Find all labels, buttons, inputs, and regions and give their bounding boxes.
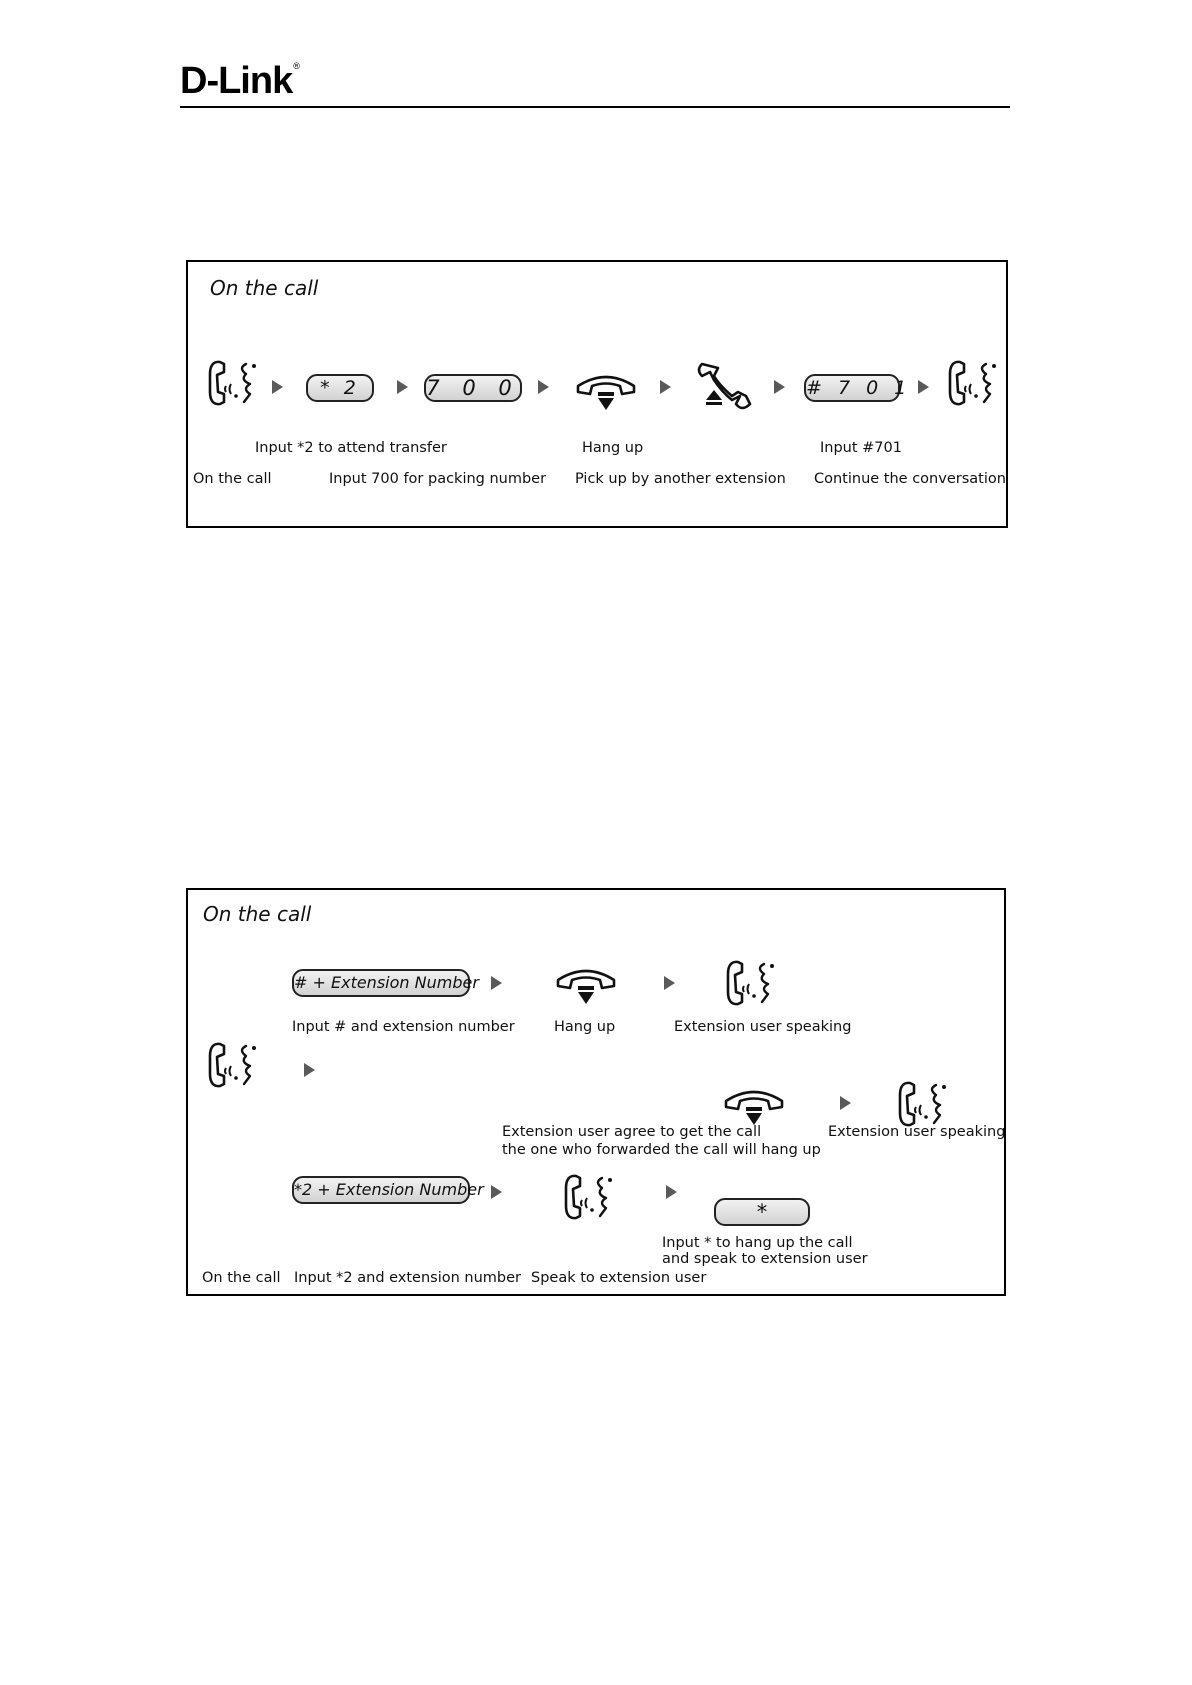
logo-text: D-Link [180, 60, 293, 102]
label-input-700: Input 700 for packing number [329, 471, 547, 487]
panel-title: On the call [210, 276, 319, 300]
label-input-star2: Input *2 and extension number [294, 1270, 522, 1286]
blind-transfer-diagram [186, 888, 1006, 1296]
label-hang-up: Hang up [582, 440, 644, 456]
talking-phone-icon [944, 356, 1000, 410]
label-attend-transfer: Input *2 to attend transfer [255, 440, 447, 456]
play-arrow-icon [660, 380, 671, 394]
talking-phone-icon [204, 356, 260, 410]
key-hash-701: # 7 0 1 [804, 374, 900, 402]
label-ext-speaking: Extension user speaking [828, 1124, 1006, 1140]
label-hang-up: Hang up [554, 1019, 616, 1035]
key-star: * [714, 1198, 810, 1226]
label-input-star-line1: Input * to hang up the call [662, 1235, 853, 1251]
play-arrow-icon [538, 380, 549, 394]
play-arrow-icon [666, 1185, 677, 1199]
pick-up-icon [692, 356, 756, 420]
play-arrow-icon [272, 380, 283, 394]
label-input-star-line2: and speak to extension user [662, 1251, 868, 1267]
talking-phone-icon [560, 1170, 616, 1224]
label-agree-line1: Extension user agree to get the call [502, 1124, 762, 1140]
label-input-hash: Input # and extension number [292, 1019, 515, 1035]
label-input-701: Input #701 [820, 440, 902, 456]
talking-phone-icon [722, 956, 778, 1010]
key-star2-extension: *2 + Extension Number [292, 1176, 470, 1204]
key-700: 7 0 0 [424, 374, 522, 402]
play-arrow-icon [918, 380, 929, 394]
label-ext-speaking: Extension user speaking [674, 1019, 852, 1035]
talking-phone-icon [894, 1077, 950, 1131]
label-pick-up: Pick up by another extension [575, 471, 786, 487]
play-arrow-icon [397, 380, 408, 394]
panel-title: On the call [203, 902, 312, 926]
registered-mark: ® [293, 61, 299, 71]
play-arrow-icon [491, 976, 502, 990]
label-agree-line2: the one who forwarded the call will hang up [502, 1142, 821, 1158]
hang-up-icon [574, 368, 638, 416]
key-hash-extension: # + Extension Number [292, 969, 470, 997]
play-arrow-icon [664, 976, 675, 990]
play-arrow-icon [491, 1185, 502, 1199]
label-continue: Continue the conversation [814, 471, 1006, 487]
play-arrow-icon [774, 380, 785, 394]
play-arrow-icon [840, 1096, 851, 1110]
talking-phone-icon [204, 1038, 260, 1092]
play-arrow-icon [304, 1063, 315, 1077]
label-speak-to: Speak to extension user [531, 1270, 707, 1286]
dlink-logo [180, 62, 299, 100]
hang-up-icon [554, 962, 618, 1010]
header-divider [180, 106, 1010, 108]
label-on-the-call: On the call [202, 1270, 281, 1286]
key-star-2: * 2 [306, 374, 374, 402]
label-on-the-call: On the call [193, 471, 272, 487]
